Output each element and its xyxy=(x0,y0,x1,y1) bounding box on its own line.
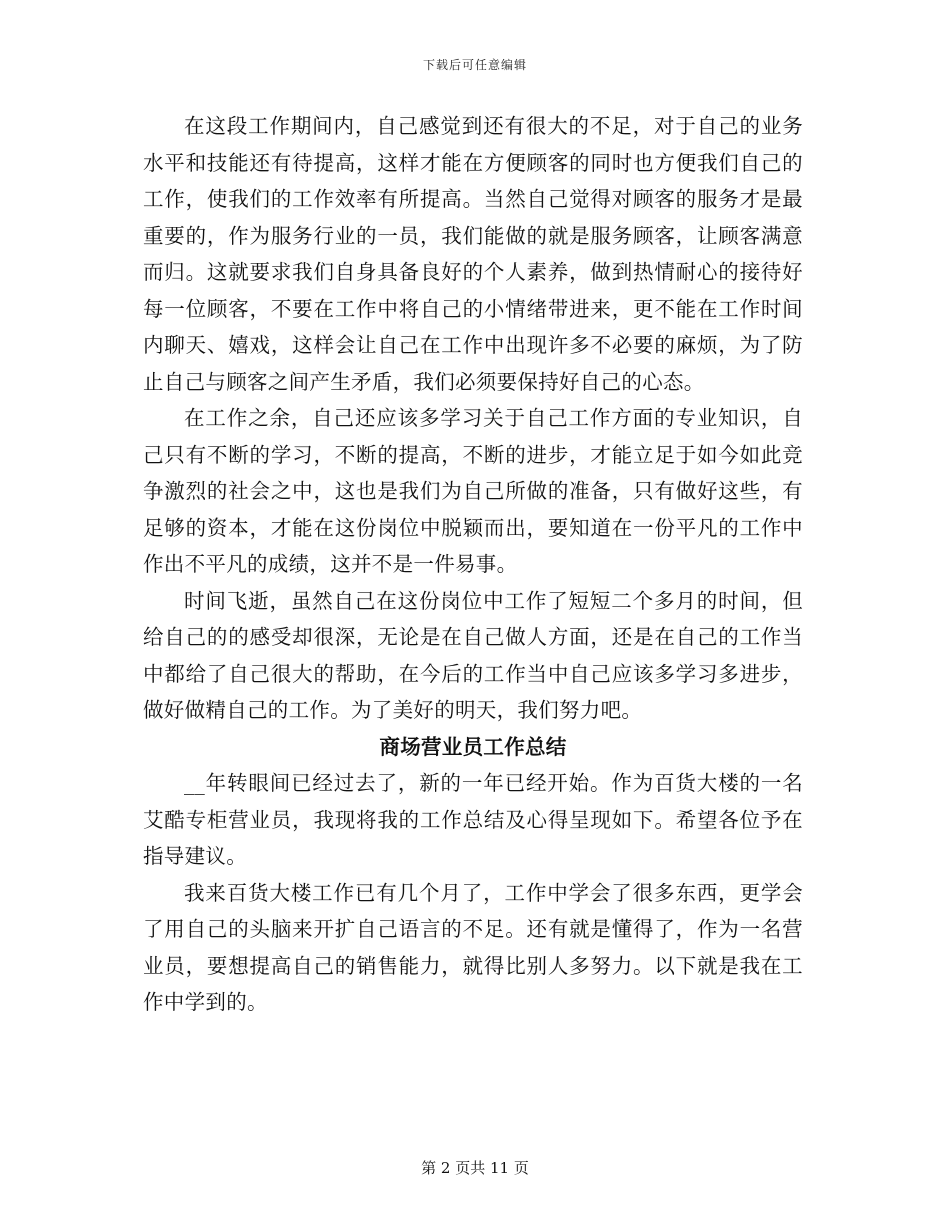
document-body xyxy=(143,108,803,1021)
body-paragraph-3: 时间飞逝，虽然自己在这份岗位中工作了短短二个多月的时间，但给自己的的感受却很深，无论是在自己做人方面，还是在自己的工作当中都给了自己很大的帮助，在今后的工作当中自己应该多学习多进步，做好做精自己的工作。为了美好的明天，我们努力吧。 xyxy=(143,588,803,722)
page-footer: 第 2 页共 11 页 xyxy=(421,1159,529,1177)
body-paragraph-1: 在这段工作期间内，自己感觉到还有很大的不足，对于自己的业务水平和技能还有待提高，这样才能在方便顾客的同时也方便我们自己的工作，使我们的工作效率有所提高。当然自己觉得对顾客的服务才是最重要的，作为服务行业的一员，我们能做的就是服务顾客，让顾客满意而归。这就要求我们自身具备良好的个人素养，做到热情耐心的接待好每一位顾客，不要在工作中将自己的小情绪带进来，更不能在工作时间内聊天、嬉戏，这样会让自己在工作中出现许多不必要的麻烦，为了防止自己与顾客之间产生矛盾，我们必须要保持好自己的心态。 xyxy=(143,114,803,394)
page-header: 下载后可任意编辑 xyxy=(422,58,527,72)
body-paragraph-2: 在工作之余，自己还应该多学习关于自己工作方面的专业知识，自己只有不断的学习，不断的提高，不断的进步，才能立足于如今如此竞争激烈的社会之中，这也是我们为自己所做的准备，只有做好这些，有足够的资本，才能在这份岗位中脱颖而出，要知道在一份平凡的工作中作出不平凡的成绩，这并不是一件易事。 xyxy=(143,406,803,576)
section-paragraph-1: __年转眼间已经过去了，新的一年已经开始。作为百货大楼的一名艾酷专柜营业员，我现将我的工作总结及心得呈现如下。希望各位予在指导建议。 xyxy=(143,771,803,868)
section-title: 商场营业员工作总结 xyxy=(379,734,567,759)
section-paragraph-2: 我来百货大楼工作已有几个月了，工作中学会了很多东西，更学会了用自己的头脑来开扩自己语言的不足。还有就是懂得了，作为一名营业员，要想提高自己的销售能力，就得比别人多努力。以下就是我在工作中学到的。 xyxy=(143,880,803,1014)
